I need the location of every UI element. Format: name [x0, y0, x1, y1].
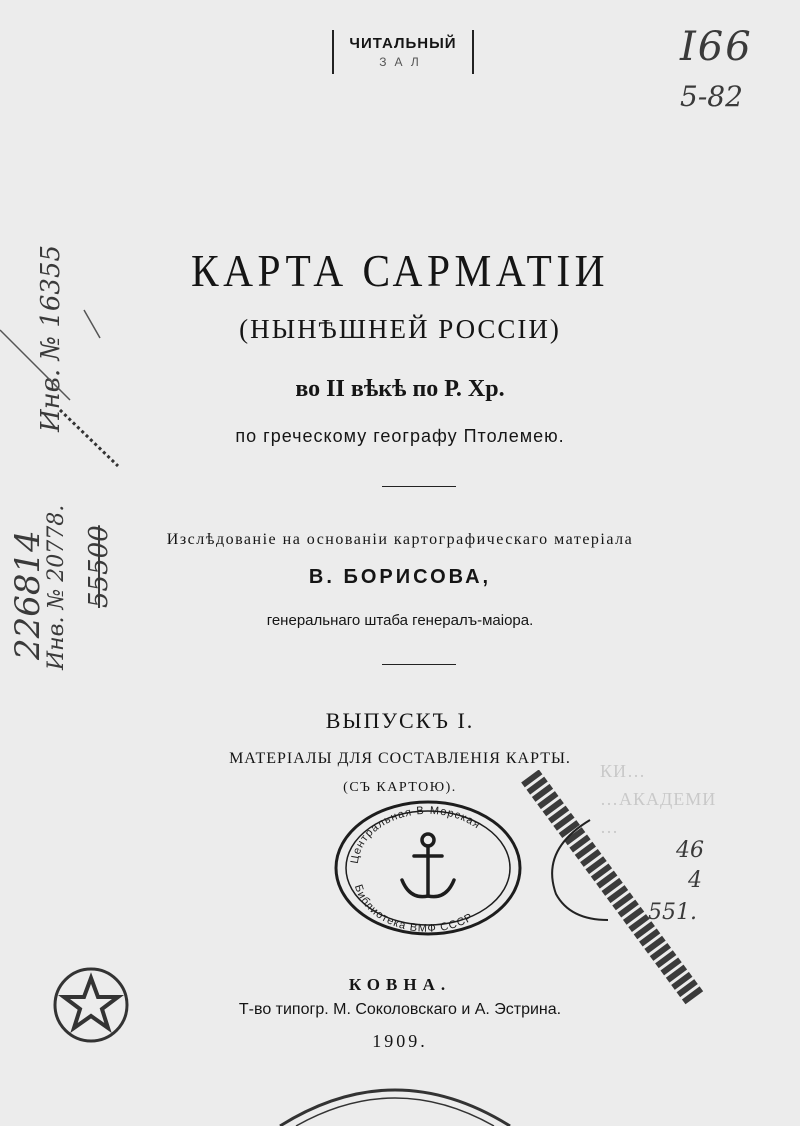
library-stamp — [330, 792, 526, 940]
with-map-note: (СЪ КАРТОЮ). — [343, 780, 457, 795]
imprint-press: Т-во типогр. М. Соколовскаго и А. Эстрина. — [238, 1001, 562, 1018]
materials-line: МАТЕРІАЛЫ ДЛЯ СОСТАВЛЕНІЯ КАРТЫ. — [229, 750, 571, 767]
struck-number: 55500 — [84, 525, 114, 608]
reading-room-line1: ЧИТАЛЬНЫЙ — [349, 35, 457, 52]
geographer-line: по греческому географу Птолемею. — [235, 426, 565, 446]
page-title: КАРТА САРМАТІИ — [190, 245, 610, 296]
anchor-icon — [402, 834, 454, 897]
author-name: В. БОРИСОВА, — [308, 566, 492, 588]
star-icon — [64, 978, 118, 1028]
century-line: во II вѣкѣ по Р. Хр. — [295, 376, 505, 402]
reading-room-line2: ЗАЛ — [379, 55, 427, 69]
research-line: Изслѣдованіе на основаніи картографическаго матеріала — [166, 531, 634, 548]
imprint-city: КОВНА. — [348, 975, 452, 994]
inventory-number: 226814 — [8, 530, 48, 660]
star-stamp — [52, 966, 130, 1044]
margin-mark-a: 46 — [676, 838, 704, 863]
faded-bleed-through: КИ… …АКАДЕМИ … — [600, 761, 717, 837]
shelf-sub: 5-82 — [680, 80, 743, 113]
page-subtitle: (НЫНѢШНЕЙ РОССІИ) — [239, 314, 561, 344]
issue-number: ВЫПУСКЪ I. — [325, 708, 475, 733]
stamp-bottom-text: Библиотека ВМФ СССР — [351, 883, 476, 935]
bottom-stamp-fragment — [270, 1064, 520, 1126]
inventory-note-upper: Инв. № 16355 — [36, 244, 66, 432]
author-rank: генеральнаго штаба генералъ-маіора. — [266, 612, 534, 629]
inventory-note: Инв. № 20778. — [44, 504, 69, 670]
shelf-mark: I66 — [680, 24, 753, 70]
svg-text:Библиотека ВМФ СССР — [352, 883, 476, 935]
divider-rule — [382, 486, 456, 487]
imprint-year: 1909. — [372, 1031, 428, 1051]
margin-mark-b: 4 — [688, 868, 702, 893]
reading-room-stamp — [332, 30, 474, 74]
margin-number: 551. — [648, 900, 697, 925]
divider-rule — [382, 664, 456, 665]
stamp-top-text: Центральная В-Морская — [348, 804, 483, 865]
margin-strokes — [0, 290, 130, 510]
